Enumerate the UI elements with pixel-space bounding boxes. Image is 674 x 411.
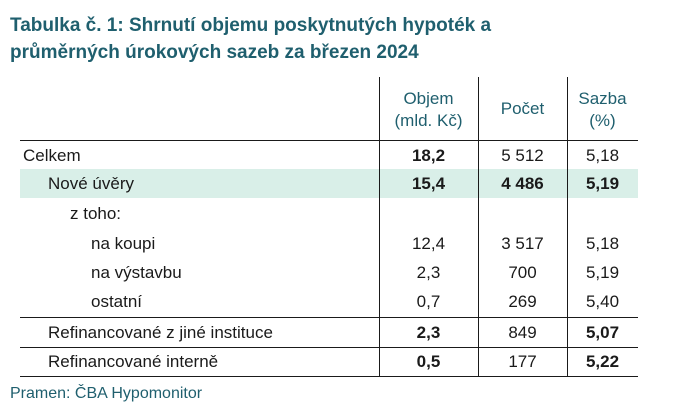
table-bottom-border <box>20 376 638 377</box>
cell-pocet: 700 <box>508 263 537 282</box>
table-title <box>10 12 660 66</box>
cell-sazba: 5,19 <box>585 174 620 193</box>
summary-table <box>20 77 638 377</box>
row-label-z-toho: z toho: <box>70 204 122 223</box>
cell-sazba: 5,19 <box>585 263 620 282</box>
table-title-line-1: Tabulka č. 1: Shrnutí objemu poskytnutých hypoték a <box>10 15 492 36</box>
row-label-na-vystavbu: na výstavbu <box>91 263 182 282</box>
header-sazba <box>567 88 638 132</box>
cell-objem: 0,7 <box>416 292 441 311</box>
header-objem-line-1: Objem <box>403 89 454 108</box>
cell-objem: 15,4 <box>411 174 446 193</box>
cell-objem: 12,4 <box>411 234 446 253</box>
cell-pocet: 3 517 <box>501 234 544 253</box>
cell-sazba: 5,18 <box>585 234 620 253</box>
cell-pocet: 5 512 <box>501 146 544 165</box>
cell-sazba: 5,18 <box>585 146 620 165</box>
header-sazba-line-1: Sazba <box>578 89 627 108</box>
cell-sazba: 5,07 <box>585 323 620 342</box>
row-label-nove-uvery: Nové úvěry <box>48 174 134 193</box>
header-sazba-line-2: (%) <box>589 111 616 130</box>
cell-objem: 2,3 <box>416 263 441 282</box>
cell-pocet: 849 <box>508 323 537 342</box>
cell-pocet: 269 <box>508 292 537 311</box>
row-label-refinancovane-jine: Refinancované z jiné instituce <box>48 323 273 342</box>
table-title-line-2: průměrných úrokových sazeb za březen 2024 <box>10 42 419 63</box>
cell-pocet: 4 486 <box>501 174 544 193</box>
cell-objem: 18,2 <box>411 146 446 165</box>
header-objem <box>379 88 478 132</box>
row-label-ostatni: ostatní <box>91 292 143 311</box>
cell-pocet: 177 <box>508 352 537 371</box>
row-label-celkem: Celkem <box>23 146 81 165</box>
header-pocet: Počet <box>500 99 545 118</box>
cell-objem: 0,5 <box>416 352 441 371</box>
row-label-refinancovane-interne: Refinancované interně <box>48 352 219 371</box>
cell-objem: 2,3 <box>416 323 441 342</box>
row-label-na-koupi: na koupi <box>91 234 156 253</box>
cell-sazba: 5,22 <box>585 352 620 371</box>
cell-sazba: 5,40 <box>585 292 620 311</box>
source-note: Pramen: ČBA Hypomonitor <box>10 385 203 402</box>
header-objem-line-2: (mld. Kč) <box>394 111 463 130</box>
